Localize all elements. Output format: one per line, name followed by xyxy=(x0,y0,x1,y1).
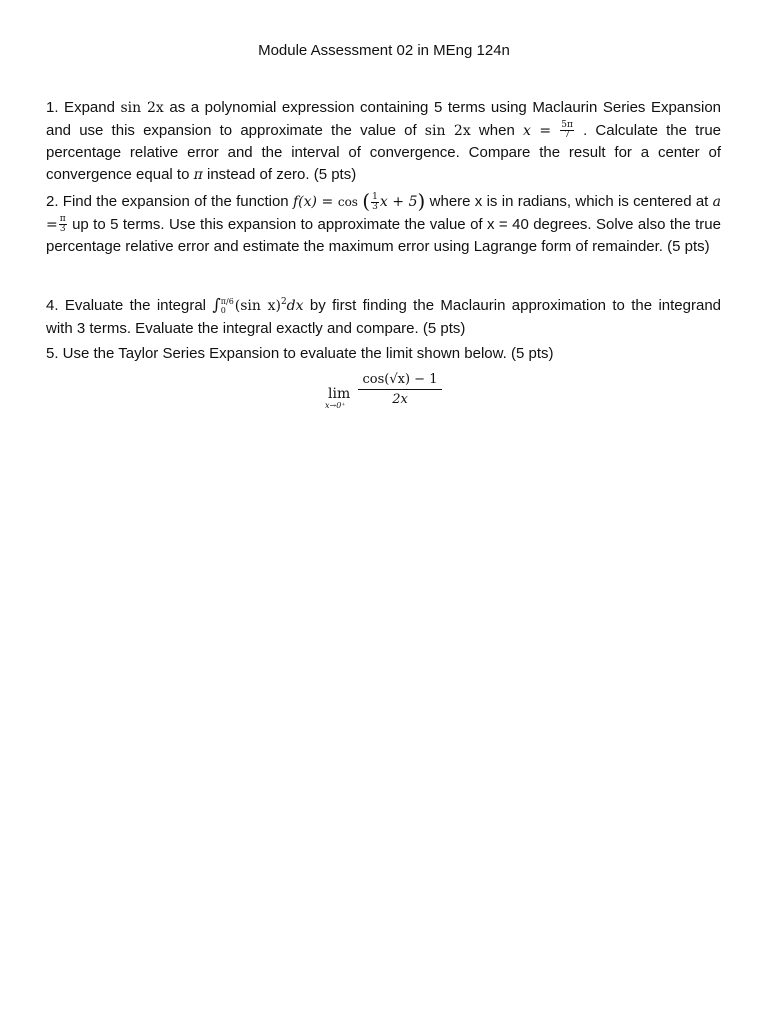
lim-subscript: x→0⁺ xyxy=(325,401,346,410)
math-exponent: 2 xyxy=(280,297,287,307)
fraction-1-over-3: $\frac{1}{3}$ xyxy=(372,191,378,212)
math-pi: π xyxy=(193,166,203,183)
math-a-equals: a = xyxy=(46,194,722,233)
math-dx: dx xyxy=(286,298,304,314)
limit-fraction xyxy=(358,372,442,407)
limit-denominator: 2x xyxy=(392,392,408,407)
question-4: 4. Evaluate the integral ∫ π/6 0 (sin x)$^2$dx by first finding the Maclaurin approximation to the integrand with 3 terms. Evaluate the integral exactly and compare. (5 pts) xyxy=(46,295,721,337)
question-1: 1. Expand sin 2x as a polynomial expression containing 5 terms using Maclaurin Series Expansion and use this expansion to approximate the value of sin 2x when x = $\frac{5\pi}{7}$ . Calculate the true percentage relative error and the interval of convergence. Compare the result for a center of convergence equal to π instead of zero. (5 pts) xyxy=(46,99,722,183)
page-title: Module Assessment 02 in MEng 124n xyxy=(258,42,510,59)
math-x-plus-5: x + 5 xyxy=(379,194,418,210)
question-5: 5. Use the Taylor Series Expansion to evaluate the limit shown below. (5 pts) xyxy=(46,345,554,362)
math-sin-x: (sin x) xyxy=(234,298,281,314)
math-sin2x: sin 2x xyxy=(120,100,164,116)
question-2: 2. Find the expansion of the function f(x) = cos ( $\frac{1}{3}$ x + 5) where x is in radians, which is centered at a = $\frac{\pi}{3}$ up to 5 terms. Use this expansion to approximate the value of x = 40 degrees. Solve also the true percentage relative error and estimate the maximum error using Lagrange form of remainder. (5 pts) xyxy=(46,189,722,255)
math-sin2x: sin 2x xyxy=(424,122,471,139)
math-f-of-x: f(x) = xyxy=(292,194,338,210)
limit-expression xyxy=(322,372,452,414)
integral-sign: ∫ xyxy=(212,295,221,314)
fraction-pi-over-3: $\frac{\pi}{3}$ xyxy=(59,214,66,235)
integral-limits: π/6 0 xyxy=(220,297,234,316)
math-cos: cos xyxy=(337,195,358,209)
fraction-5pi-over-7: $\frac{5\pi}{7}$ xyxy=(561,120,573,141)
lim-operator: lim xyxy=(328,386,351,402)
limit-numerator: cos(√x) − 1 xyxy=(358,372,442,390)
math-x-equals: x = xyxy=(522,122,552,139)
